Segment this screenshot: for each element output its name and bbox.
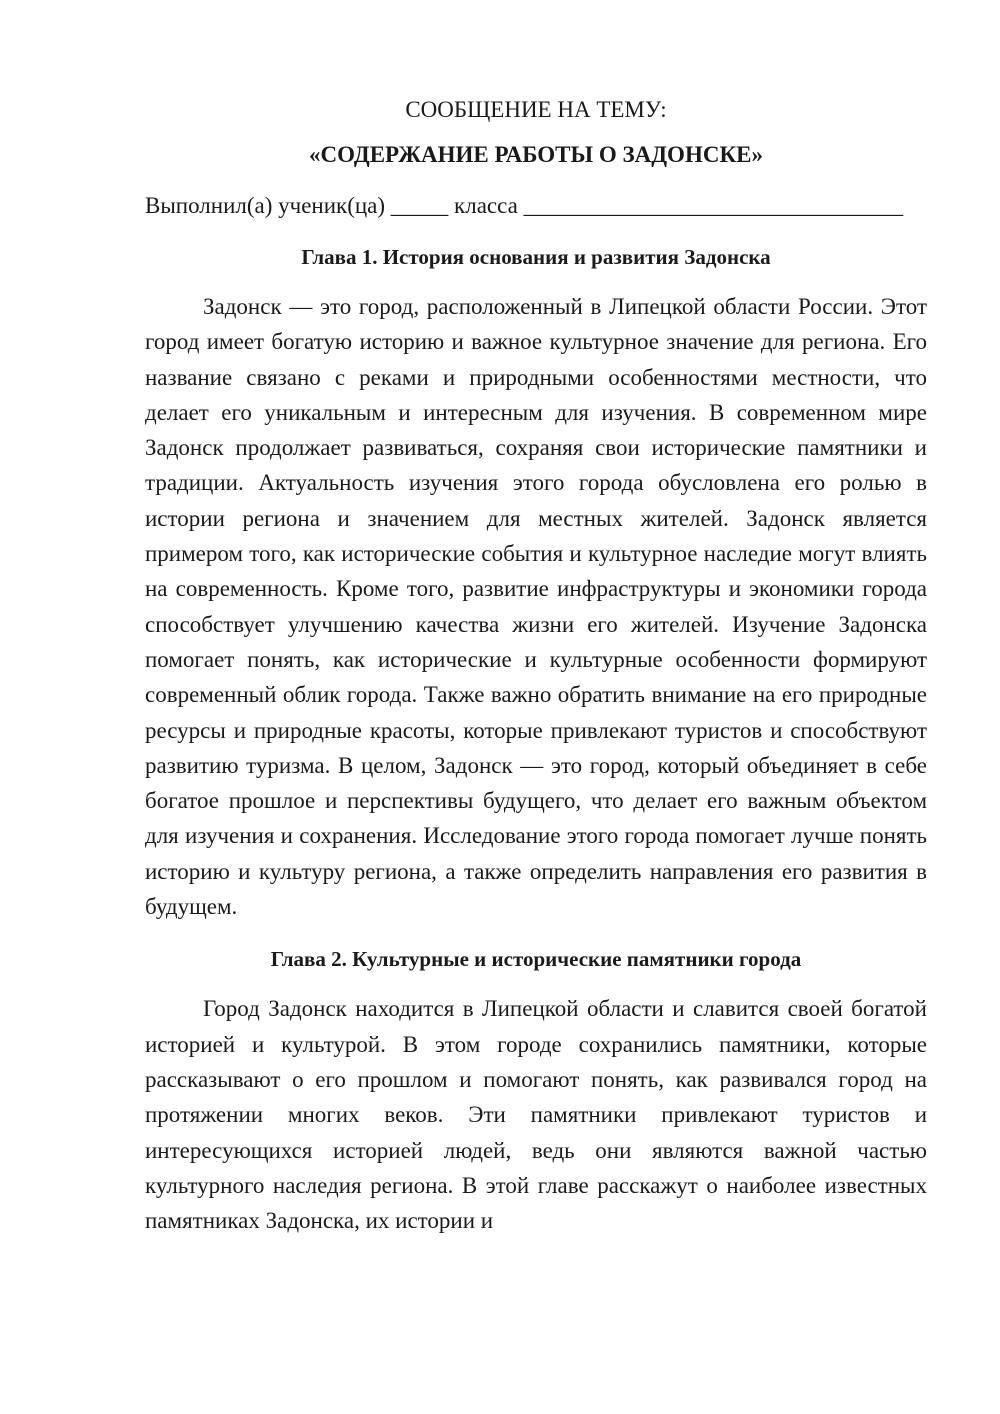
document-title-line-1: СООБЩЕНИЕ НА ТЕМУ: <box>405 97 667 122</box>
chapter-1-paragraph: Задонск — это город, расположенный в Липецкой области России. Этот город имеет богатую историю и важное культурное значение для региона. Его название связано с реками и природными особенностями местности, что делает его уникальным и интересным для изучения. В современном мире Задонск продолжает развиваться, сохраняя свои исторические памятники и традиции. Актуальность изучения этого города обусловлена его ролью в истории региона и значением для местных жителей. Задонск является примером того, как исторические события и культурное наследие могут влиять на современность. Кроме того, развитие инфраструктуры и экономики города способствует улучшению качества жизни его жителей. Изучение Задонска помогает понять, как исторические и культурные особенности формируют современный облик города. Также важно обратить внимание на его природные ресурсы и природные красоты, которые привлекают туристов и способствуют развитию туризма. В целом, Задонск — это город, который объединяет в себе богатое прошлое и перспективы будущего, что делает его важным объектом для изучения и сохранения. Исследование этого города помогает лучше понять историю и культуру региона, а также определить направления его развития в будущем. <box>145 294 927 920</box>
document-title-line-2: «СОДЕРЖАНИЕ РАБОТЫ О ЗАДОНСКЕ» <box>309 142 763 167</box>
chapter-2-heading: Глава 2. Культурные и исторические памятники города <box>270 947 802 972</box>
document-page <box>145 92 927 1238</box>
author-line: Выполнил(а) ученик(ца) _____ класса _________________________________ <box>145 193 904 218</box>
chapter-2-paragraph: Город Задонск находится в Липецкой области и славится своей богатой историей и культурой. В этом городе сохранились памятники, которые рассказывают о его прошлом и помогают понять, как развивался город на протяжении многих веков. Эти памятники привлекают туристов и интересующихся историей людей, ведь они являются важной частью культурного наследия региона. В этой главе расскажут о наиболее известных памятниках Задонска, их истории и <box>145 996 927 1234</box>
chapter-1-heading: Глава 1. История основания и развития Задонска <box>301 245 771 269</box>
